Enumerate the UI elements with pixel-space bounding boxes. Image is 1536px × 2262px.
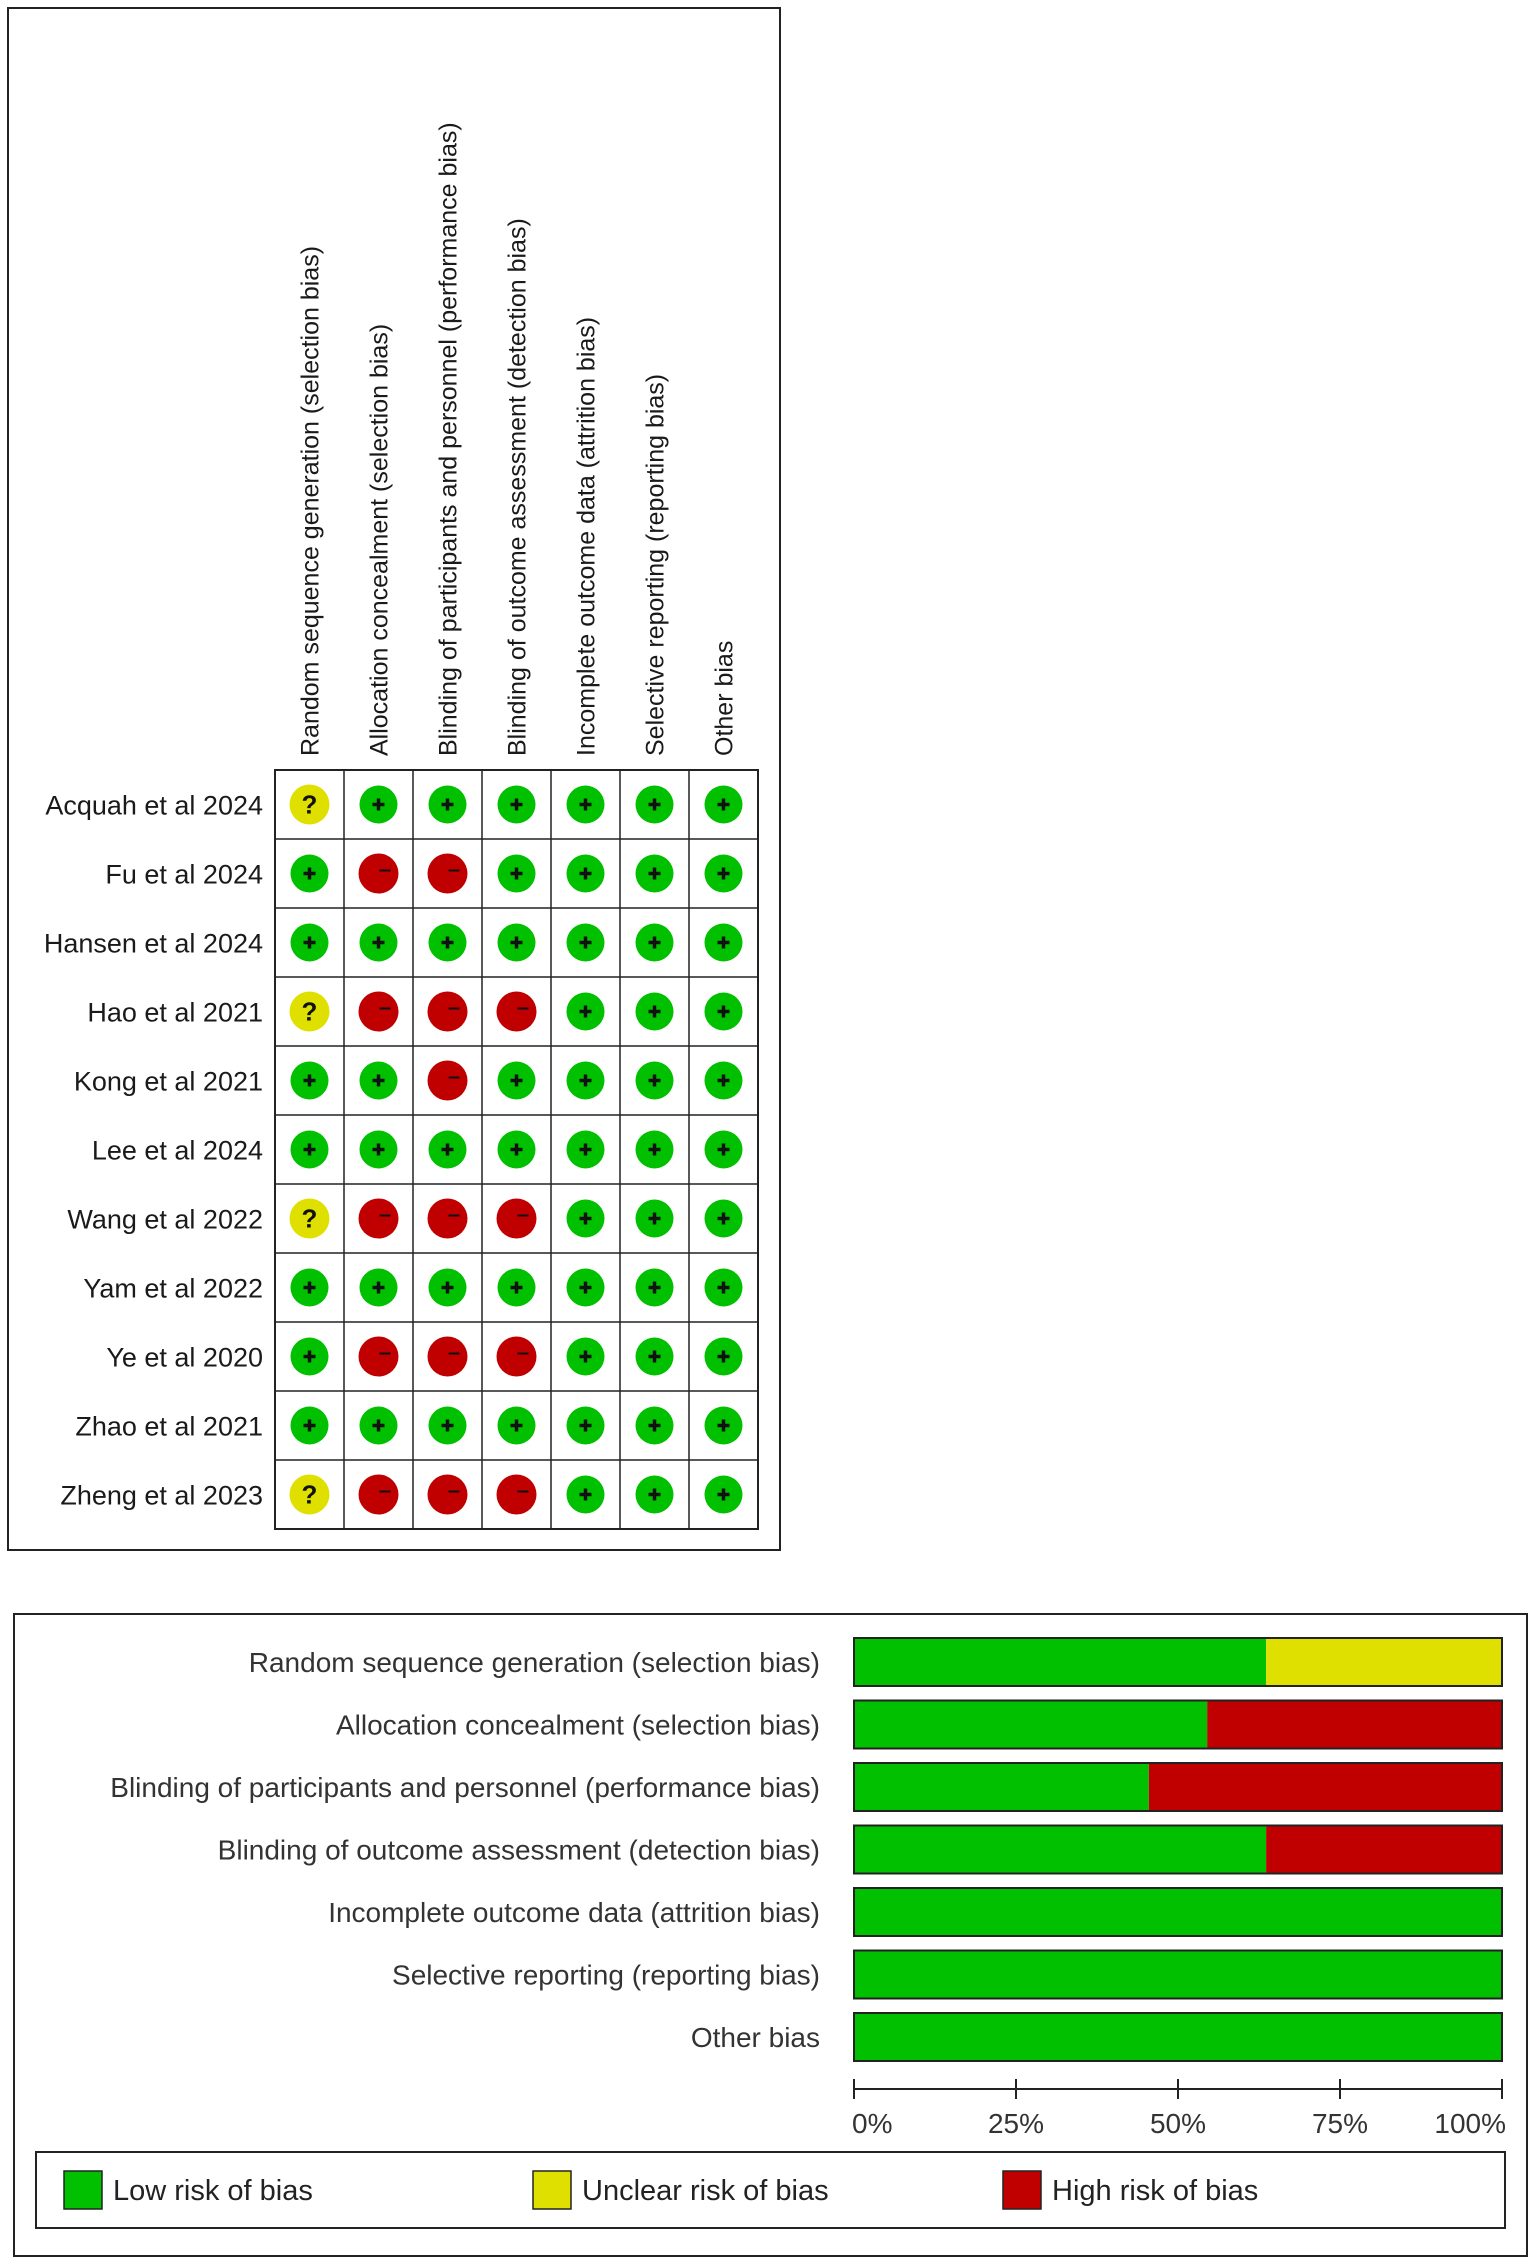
judgement-low-icon [636,1062,674,1100]
judgement-low-icon [636,993,674,1031]
bar-segment-unclear [1266,1638,1502,1686]
judgement-low-icon [567,1062,605,1100]
judgement-high-icon [359,1337,399,1377]
category-label: Blinding of outcome assessment (detection bias) [217,1834,820,1866]
risk-of-bias-summary-panel [8,8,780,1550]
x-tick-label: 0% [852,2108,893,2139]
judgement-low-icon [360,1062,398,1100]
risk-of-bias-graph-panel [14,1614,1527,2256]
judgement-low-icon [291,855,329,893]
judgement-low-icon [636,1269,674,1307]
judgement-high-icon [359,854,399,894]
x-tick-label: 25% [987,2108,1045,2139]
judgement-low-icon [498,924,536,962]
study-label: Wang et al 2022 [67,1204,263,1235]
judgement-low-icon [567,993,605,1031]
judgement-high-icon [428,1337,468,1377]
judgement-low-icon [705,1407,743,1445]
graph-category-labels [110,1647,820,2053]
legend-label: Low risk of bias [113,2175,313,2207]
question-symbol: ? [301,996,318,1027]
judgement-unclear-icon [290,1475,330,1515]
graph-x-axis [852,2079,1506,2139]
judgement-low-icon [429,1269,467,1307]
judgement-low-icon [498,1407,536,1445]
judgement-low-icon [567,1200,605,1238]
study-label: Zhao et al 2021 [75,1411,263,1442]
judgement-low-icon [636,1476,674,1514]
column-header: Other bias [710,640,739,756]
study-label: Yam et al 2022 [83,1273,263,1304]
judgement-dot [497,1337,537,1377]
judgement-dot [497,1199,537,1239]
judgement-dot [359,1199,399,1239]
judgement-low-icon [636,924,674,962]
category-label: Other bias [690,2022,820,2053]
judgement-low-icon [567,1131,605,1169]
judgement-low-icon [567,1476,605,1514]
judgement-low-icon [498,1131,536,1169]
judgement-dot [359,992,399,1032]
column-header: Selective reporting (reporting bias) [641,373,670,756]
legend-label: Unclear risk of bias [582,2175,829,2207]
judgement-low-icon [636,1131,674,1169]
judgement-unclear-icon [290,785,330,825]
graph-bars [854,1638,1502,2061]
question-symbol: ? [301,1479,318,1510]
question-symbol: ? [301,1203,318,1234]
judgement-dot [497,992,537,1032]
judgement-low-icon [360,924,398,962]
judgement-dot [428,854,468,894]
judgement-low-icon [429,786,467,824]
judgement-high-icon [359,992,399,1032]
judgement-low-icon [360,786,398,824]
study-label: Hao et al 2021 [87,997,263,1028]
study-label: Ye et al 2020 [106,1342,263,1373]
legend-label: High risk of bias [1052,2175,1259,2207]
category-label: Allocation concealment (selection bias) [335,1709,820,1741]
bar-segment-low [854,1763,1149,1811]
study-label: Hansen et al 2024 [43,928,263,959]
category-label: Random sequence generation (selection bias) [248,1647,820,1678]
judgement-low-icon [429,924,467,962]
study-label: Lee et al 2024 [91,1135,263,1166]
summary-grid [275,770,758,1529]
judgement-low-icon [291,1269,329,1307]
judgement-dot [428,1199,468,1239]
judgement-low-icon [291,1131,329,1169]
bar-segment-low [854,1951,1502,1999]
judgement-dot [428,992,468,1032]
judgement-low-icon [567,1338,605,1376]
judgement-low-icon [705,1476,743,1514]
judgement-low-icon [705,993,743,1031]
category-label: Selective reporting (reporting bias) [392,1959,820,1991]
judgement-high-icon [428,992,468,1032]
column-header: Blinding of outcome assessment (detection bias) [503,218,532,756]
judgement-low-icon [567,924,605,962]
judgement-low-icon [567,786,605,824]
judgement-unclear-icon [290,992,330,1032]
judgement-dot [359,854,399,894]
column-header: Blinding of participants and personnel (performance bias) [434,122,463,756]
column-header: Allocation concealment (selection bias) [365,323,394,756]
legend-swatch-high [1003,2171,1041,2209]
judgement-low-icon [498,855,536,893]
judgement-dot [428,1061,468,1101]
legend-swatch-unclear [533,2171,571,2209]
judgement-dot [359,1475,399,1515]
judgement-low-icon [636,1338,674,1376]
judgement-low-icon [429,1407,467,1445]
judgement-dot [428,1475,468,1515]
judgement-low-icon [567,1407,605,1445]
judgement-low-icon [291,1407,329,1445]
bar-segment-low [854,1701,1207,1749]
judgement-high-icon [428,854,468,894]
x-tick-label: 75% [1311,2108,1369,2139]
judgement-low-icon [636,1200,674,1238]
judgement-low-icon [360,1131,398,1169]
judgement-low-icon [291,1338,329,1376]
study-label: Fu et al 2024 [105,859,263,890]
bar-segment-high [1149,1763,1502,1811]
bar-segment-high [1207,1701,1502,1749]
judgement-low-icon [498,1062,536,1100]
judgement-low-icon [636,1407,674,1445]
judgement-dot [497,1475,537,1515]
judgement-high-icon [497,1199,537,1239]
judgement-unclear-icon [290,1199,330,1239]
judgement-low-icon [429,1131,467,1169]
judgement-high-icon [428,1475,468,1515]
judgement-dot [359,1337,399,1377]
judgement-low-icon [291,1062,329,1100]
judgement-low-icon [360,1407,398,1445]
judgement-high-icon [359,1475,399,1515]
judgement-low-icon [705,1269,743,1307]
study-label: Acquah et al 2024 [45,790,263,821]
bar-segment-high [1266,1826,1502,1874]
category-label: Incomplete outcome data (attrition bias) [328,1897,820,1928]
judgement-low-icon [567,855,605,893]
column-header: Random sequence generation (selection bias) [296,245,325,756]
bar-segment-low [854,1638,1266,1686]
judgement-low-icon [636,786,674,824]
bar-segment-low [854,1888,1502,1936]
category-label: Blinding of participants and personnel (performance bias) [110,1772,820,1803]
legend-swatch-low [64,2171,102,2209]
judgement-low-icon [705,1338,743,1376]
judgement-low-icon [705,855,743,893]
study-label: Zheng et al 2023 [60,1480,263,1511]
judgement-high-icon [497,992,537,1032]
x-tick-label: 50% [1149,2108,1207,2139]
judgement-low-icon [360,1269,398,1307]
summary-column-headers [297,122,739,756]
judgement-high-icon [428,1199,468,1239]
study-label: Kong et al 2021 [73,1066,263,1097]
judgement-high-icon [428,1061,468,1101]
judgement-low-icon [498,1269,536,1307]
judgement-low-icon [498,786,536,824]
judgement-high-icon [497,1475,537,1515]
bar-segment-low [854,1826,1266,1874]
x-tick-label: 100% [1434,2108,1506,2139]
judgement-low-icon [705,1131,743,1169]
judgement-dot [428,1337,468,1377]
judgement-low-icon [705,924,743,962]
judgement-low-icon [705,1062,743,1100]
judgement-high-icon [359,1199,399,1239]
column-header: Incomplete outcome data (attrition bias) [572,316,601,756]
judgement-low-icon [291,924,329,962]
judgement-low-icon [567,1269,605,1307]
question-symbol: ? [301,789,318,820]
judgement-low-icon [636,855,674,893]
bar-segment-low [854,2013,1502,2061]
judgement-high-icon [497,1337,537,1377]
graph-legend [36,2152,1505,2228]
judgement-low-icon [705,1200,743,1238]
summary-row-labels [44,791,263,1511]
judgement-low-icon [705,786,743,824]
